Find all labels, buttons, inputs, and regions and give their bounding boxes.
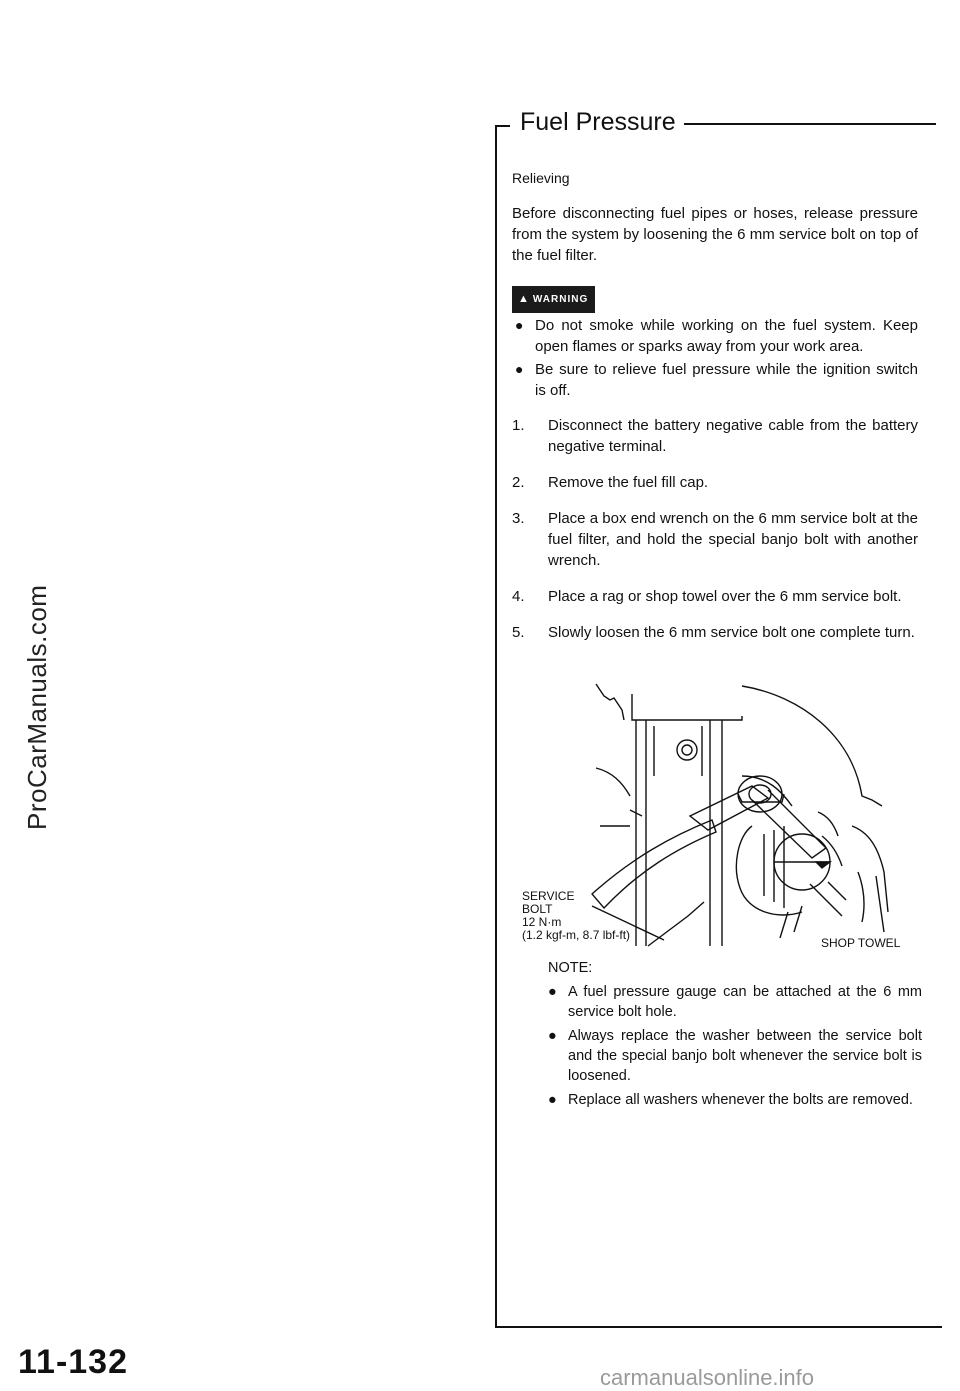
bullet-icon: ● [548,1028,557,1044]
warning-badge-label: WARNING [532,294,589,305]
step-item: 4. Place a rag or shop towel over the 6 mm service bolt. [512,588,902,605]
intro-paragraph: Before disconnecting fuel pipes or hoses, release pressure from the system by loosening the 6 mm service bolt on top of the fuel filter. [512,205,918,264]
section-frame-top-left [495,125,510,127]
step-item: 2. Remove the fuel fill cap. [512,474,709,491]
note-item: ● A fuel pressure gauge can be attached at the 6 mm service bolt hole. [548,984,922,1020]
warning-list [512,315,918,401]
service-bolt-label: SERVICE BOLT 12 N·m (1.2 kgf-m, 8.7 lbf-ft) [522,889,631,942]
note-item: ● Always replace the washer between the service bolt and the special banjo bolt whenever the service bolt is loosened. [548,1028,922,1084]
step-item: 3. Place a box end wrench on the 6 mm service bolt at the fuel filter, and hold the special banjo bolt with another wrench. [512,510,918,569]
warning-item: ● Do not smoke while working on the fuel system. Keep open flames or sparks away from your work area. [515,317,918,355]
step-item: 1. Disconnect the battery negative cable from the battery negative terminal. [512,417,918,455]
bullet-icon: ● [515,361,524,377]
fuel-filter-illustration [512,676,922,956]
step-item: 5. Slowly loosen the 6 mm service bolt one complete turn. [512,624,915,641]
procedure-steps [512,415,918,643]
bullet-icon: ● [548,984,557,1000]
sidebar-watermark: ProCarManuals.com [22,584,52,830]
page-number: 11-132 [18,1343,128,1381]
footer-watermark: carmanualsonline.info [600,1365,815,1390]
note-item: ● Replace all washers whenever the bolts are removed. [548,1092,913,1108]
notes-list [548,982,922,1110]
section-frame-top-right [684,123,936,125]
bullet-icon: ● [548,1092,557,1108]
section-title: Fuel Pressure [520,108,676,136]
bullet-icon: ● [515,317,524,333]
notes-block [548,958,922,1114]
section-frame-bottom [495,1326,942,1328]
shop-towel-label: SHOP TOWEL [821,936,901,950]
section-content [512,168,918,658]
warning-item: ● Be sure to relieve fuel pressure while the ignition switch is off. [515,361,918,399]
warning-badge [512,286,595,313]
subheading: Relieving [512,170,570,186]
notes-title: NOTE: [548,960,593,976]
warning-triangle-icon: ▲ [518,293,530,305]
section-frame-left [495,125,497,1328]
